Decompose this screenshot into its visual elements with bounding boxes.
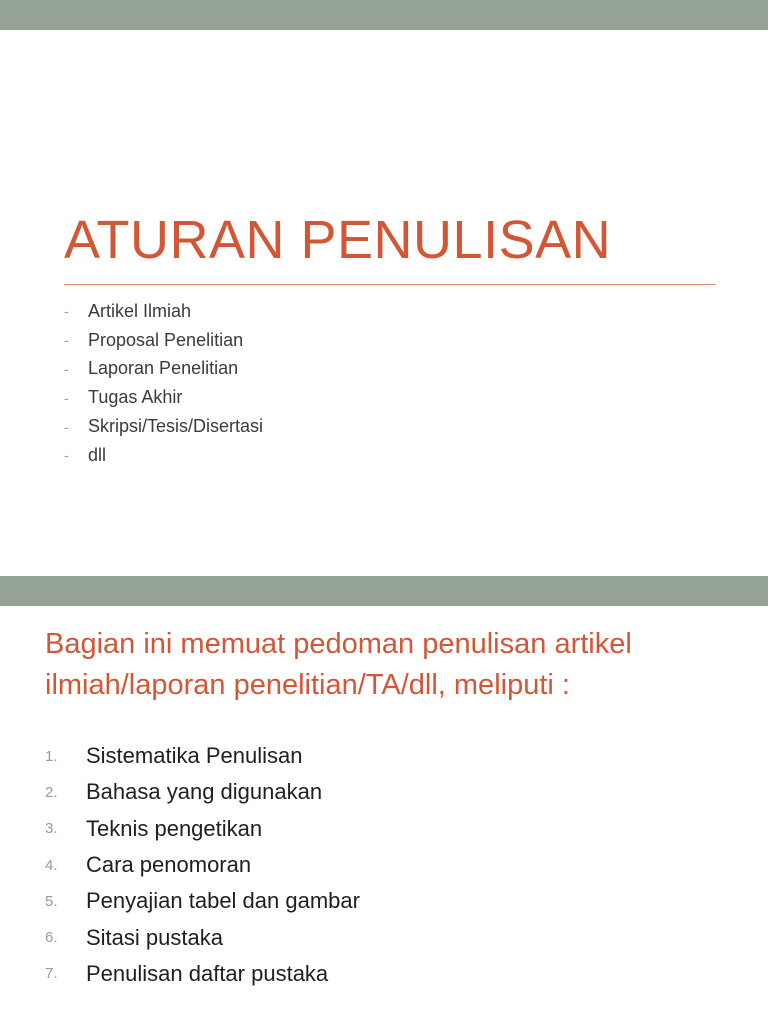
list-item-label: dll (88, 444, 107, 465)
numbered-list (45, 738, 360, 992)
top-bar (0, 0, 768, 30)
list-item (45, 774, 360, 810)
title-underline (64, 284, 716, 285)
list-item (45, 738, 360, 774)
bullet-dash: - (64, 389, 69, 406)
list-item-label: Proposal Penelitian (88, 329, 244, 350)
section-divider-bar (0, 576, 768, 606)
list-item-label: Laporan Penelitian (88, 358, 239, 379)
list-number: 6. (45, 929, 58, 947)
list-item (64, 412, 263, 441)
list-number: 1. (45, 747, 58, 765)
list-item-label: Teknis pengetikan (86, 815, 263, 841)
list-item-label: Cara penomoran (86, 852, 252, 878)
list-item (64, 383, 263, 412)
list-item-label: Bahasa yang digunakan (86, 779, 323, 805)
list-item-label: Skripsi/Tesis/Disertasi (88, 416, 264, 437)
topic-list (64, 297, 263, 470)
bullet-dash: - (64, 303, 69, 320)
list-number: 2. (45, 783, 58, 801)
list-number: 5. (45, 892, 58, 910)
list-item-label: Tugas Akhir (88, 387, 183, 408)
list-item (45, 919, 360, 955)
list-item-label: Sitasi pustaka (86, 924, 223, 950)
slide-title: ATURAN PENULISAN (64, 210, 612, 270)
list-item (64, 297, 263, 326)
list-item (64, 326, 263, 355)
bullet-dash: - (64, 332, 69, 349)
list-item (45, 956, 360, 992)
list-number: 4. (45, 856, 58, 874)
bullet-dash: - (64, 360, 69, 377)
list-item-label: Artikel Ilmiah (88, 300, 192, 321)
list-item-label: Sistematika Penulisan (86, 743, 303, 769)
bullet-dash: - (64, 418, 69, 435)
list-item-label: Penulisan daftar pustaka (86, 960, 329, 986)
list-item (45, 847, 360, 883)
list-item (64, 355, 263, 384)
list-number: 3. (45, 820, 58, 838)
intro-text: Bagian ini memuat pedoman penulisan artikel ilmiah/laporan penelitian/TA/dll, meliputi : (45, 628, 632, 701)
list-item (45, 883, 360, 919)
list-item (45, 811, 360, 847)
list-number: 7. (45, 965, 58, 983)
list-item-label: Penyajian tabel dan gambar (86, 888, 360, 914)
bullet-dash: - (64, 447, 69, 464)
list-item (64, 441, 263, 470)
